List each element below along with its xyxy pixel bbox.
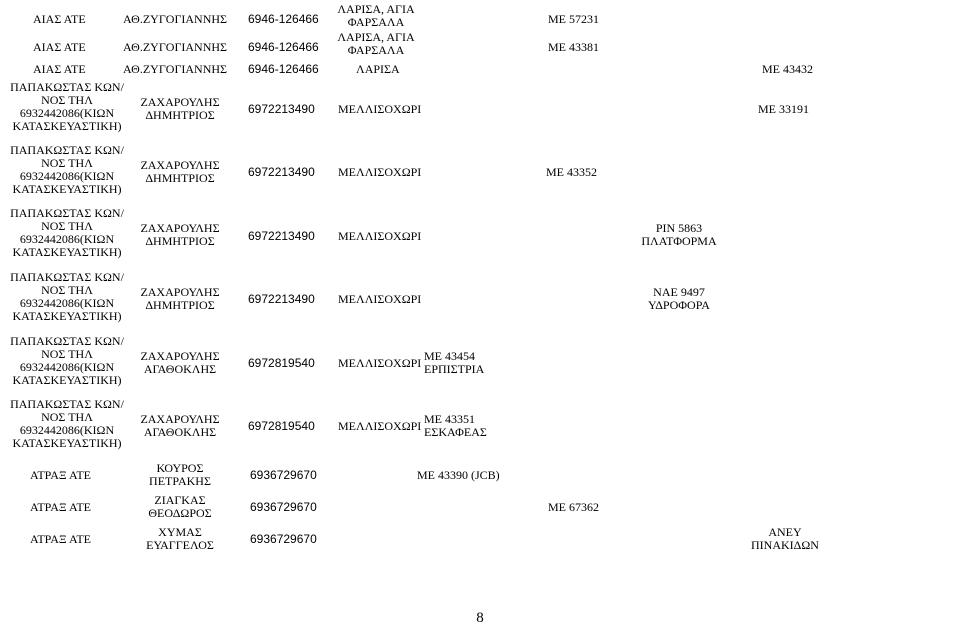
owner-cell: ΑΤΡΑΞ ΑΤΕ <box>30 468 91 482</box>
plate-cell: ΜΕ 67362 <box>548 500 599 514</box>
owner-cell: ΑΤΡΑΞ ΑΤΕ <box>30 532 91 546</box>
page-number: 8 <box>476 610 484 626</box>
plate-cell: ΑΝΕΥ ΠΙΝΑΚΙΔΩΝ <box>751 525 819 552</box>
contact-cell: ΧΥΜΑΣ ΕΥΑΓΓΕΛΟΣ <box>146 525 214 552</box>
contact-cell: ΖΙΑΓΚΑΣ ΘΕΟΔΩΡΟΣ <box>148 493 212 520</box>
phone-cell: 6972213490 <box>248 229 315 243</box>
location-cell: ΛΑΡΙΣΑ <box>356 62 400 76</box>
owner-cell: ΠΑΠΑΚΩΣΤΑΣ ΚΩΝ/ΝΟΣ ΤΗΛ 6932442086(ΚΙΩΝ ΚΑΤΑΣΚΕΥΑΣΤΙΚΗ) <box>10 397 124 450</box>
owner-cell: ΑΙΑΣ ΑΤΕ <box>33 62 86 76</box>
phone-cell: 6972819540 <box>248 356 315 370</box>
contact-cell: ΖΑΧΑΡΟΥΛΗΣ ΔΗΜΗΤΡΙΟΣ <box>140 95 220 122</box>
contact-cell: ΚΟΥΡΟΣ ΠΕΤΡΑΚΗΣ <box>149 461 211 488</box>
phone-cell: 6936729670 <box>250 468 317 482</box>
contact-cell: ΑΘ.ΖΥΓΟΓΙΑΝΝΗΣ <box>123 40 228 54</box>
contact-cell: ΑΘ.ΖΥΓΟΓΙΑΝΝΗΣ <box>123 62 228 76</box>
owner-cell: ΠΑΠΑΚΩΣΤΑΣ ΚΩΝ/ΝΟΣ ΤΗΛ 6932442086(ΚΙΩΝ ΚΑΤΑΣΚΕΥΑΣΤΙΚΗ) <box>10 270 124 323</box>
owner-cell: ΠΑΠΑΚΩΣΤΑΣ ΚΩΝ/ΝΟΣ ΤΗΛ 6932442086(ΚΙΩΝ ΚΑΤΑΣΚΕΥΑΣΤΙΚΗ) <box>10 206 124 259</box>
plate-cell: ΝΑΕ 9497 ΥΔΡΟΦΟΡΑ <box>648 285 710 312</box>
location-cell: ΜΕΛΛΙΣΟΧΩΡΙ <box>338 102 422 116</box>
plate-cell: ΜΕ 43454 ΕΡΠΙΣΤΡΙΑ <box>424 349 485 376</box>
phone-cell: 6946-126466 <box>248 40 319 54</box>
plate-cell: ΜΕ 43352 <box>546 165 597 179</box>
location-cell: ΜΕΛΛΙΣΟΧΩΡΙ <box>338 165 422 179</box>
location-cell: ΜΕΛΛΙΣΟΧΩΡΙ <box>338 356 422 370</box>
owner-cell: ΑΙΑΣ ΑΤΕ <box>33 12 86 26</box>
phone-cell: 6936729670 <box>250 532 317 546</box>
plate-cell: ΜΕ 43351 ΕΣΚΑΦΕΑΣ <box>424 412 487 439</box>
owner-cell: ΠΑΠΑΚΩΣΤΑΣ ΚΩΝ/ΝΟΣ ΤΗΛ 6932442086(ΚΙΩΝ ΚΑΤΑΣΚΕΥΑΣΤΙΚΗ) <box>10 334 124 387</box>
location-cell: ΜΕΛΛΙΣΟΧΩΡΙ <box>338 229 422 243</box>
phone-cell: 6972213490 <box>248 165 315 179</box>
phone-cell: 6946-126466 <box>248 62 319 76</box>
phone-cell: 6946-126466 <box>248 12 319 26</box>
contact-cell: ΖΑΧΑΡΟΥΛΗΣ ΔΗΜΗΤΡΙΟΣ <box>140 221 220 248</box>
location-cell: ΛΑΡΙΣΑ, ΑΓΙΑ ΦΑΡΣΑΛΑ <box>337 30 415 57</box>
location-cell: ΜΕΛΛΙΣΟΧΩΡΙ <box>338 292 422 306</box>
owner-cell: ΑΤΡΑΞ ΑΤΕ <box>30 500 91 514</box>
contact-cell: ΖΑΧΑΡΟΥΛΗΣ ΑΓΑΘΟΚΛΗΣ <box>140 412 220 439</box>
contact-cell: ΖΑΧΑΡΟΥΛΗΣ ΔΗΜΗΤΡΙΟΣ <box>140 158 220 185</box>
owner-cell: ΠΑΠΑΚΩΣΤΑΣ ΚΩΝ/ΝΟΣ ΤΗΛ 6932442086(ΚΙΩΝ ΚΑΤΑΣΚΕΥΑΣΤΙΚΗ) <box>10 143 124 196</box>
plate-cell: ΡΙΝ 5863 ΠΛΑΤΦΟΡΜΑ <box>641 221 717 248</box>
owner-cell: ΑΙΑΣ ΑΤΕ <box>33 40 86 54</box>
plate-cell: ΜΕ 43390 (JCB) <box>417 468 500 482</box>
plate-cell: ΜΕ 57231 <box>548 12 599 26</box>
contact-cell: ΖΑΧΑΡΟΥΛΗΣ ΔΗΜΗΤΡΙΟΣ <box>140 285 220 312</box>
plate-cell: ΜΕ 33191 <box>758 102 809 116</box>
phone-cell: 6972819540 <box>248 419 315 433</box>
contact-cell: ΑΘ.ΖΥΓΟΓΙΑΝΝΗΣ <box>123 12 228 26</box>
contact-cell: ΖΑΧΑΡΟΥΛΗΣ ΑΓΑΘΟΚΛΗΣ <box>140 349 220 376</box>
phone-cell: 6936729670 <box>250 500 317 514</box>
plate-cell: ΜΕ 43381 <box>548 40 599 54</box>
phone-cell: 6972213490 <box>248 102 315 116</box>
location-cell: ΜΕΛΛΙΣΟΧΩΡΙ <box>338 419 422 433</box>
plate-cell: ΜΕ 43432 <box>762 62 813 76</box>
phone-cell: 6972213490 <box>248 292 315 306</box>
owner-cell: ΠΑΠΑΚΩΣΤΑΣ ΚΩΝ/ΝΟΣ ΤΗΛ 6932442086(ΚΙΩΝ ΚΑΤΑΣΚΕΥΑΣΤΙΚΗ) <box>10 80 124 133</box>
location-cell: ΛΑΡΙΣΑ, ΑΓΙΑ ΦΑΡΣΑΛΑ <box>337 2 415 29</box>
